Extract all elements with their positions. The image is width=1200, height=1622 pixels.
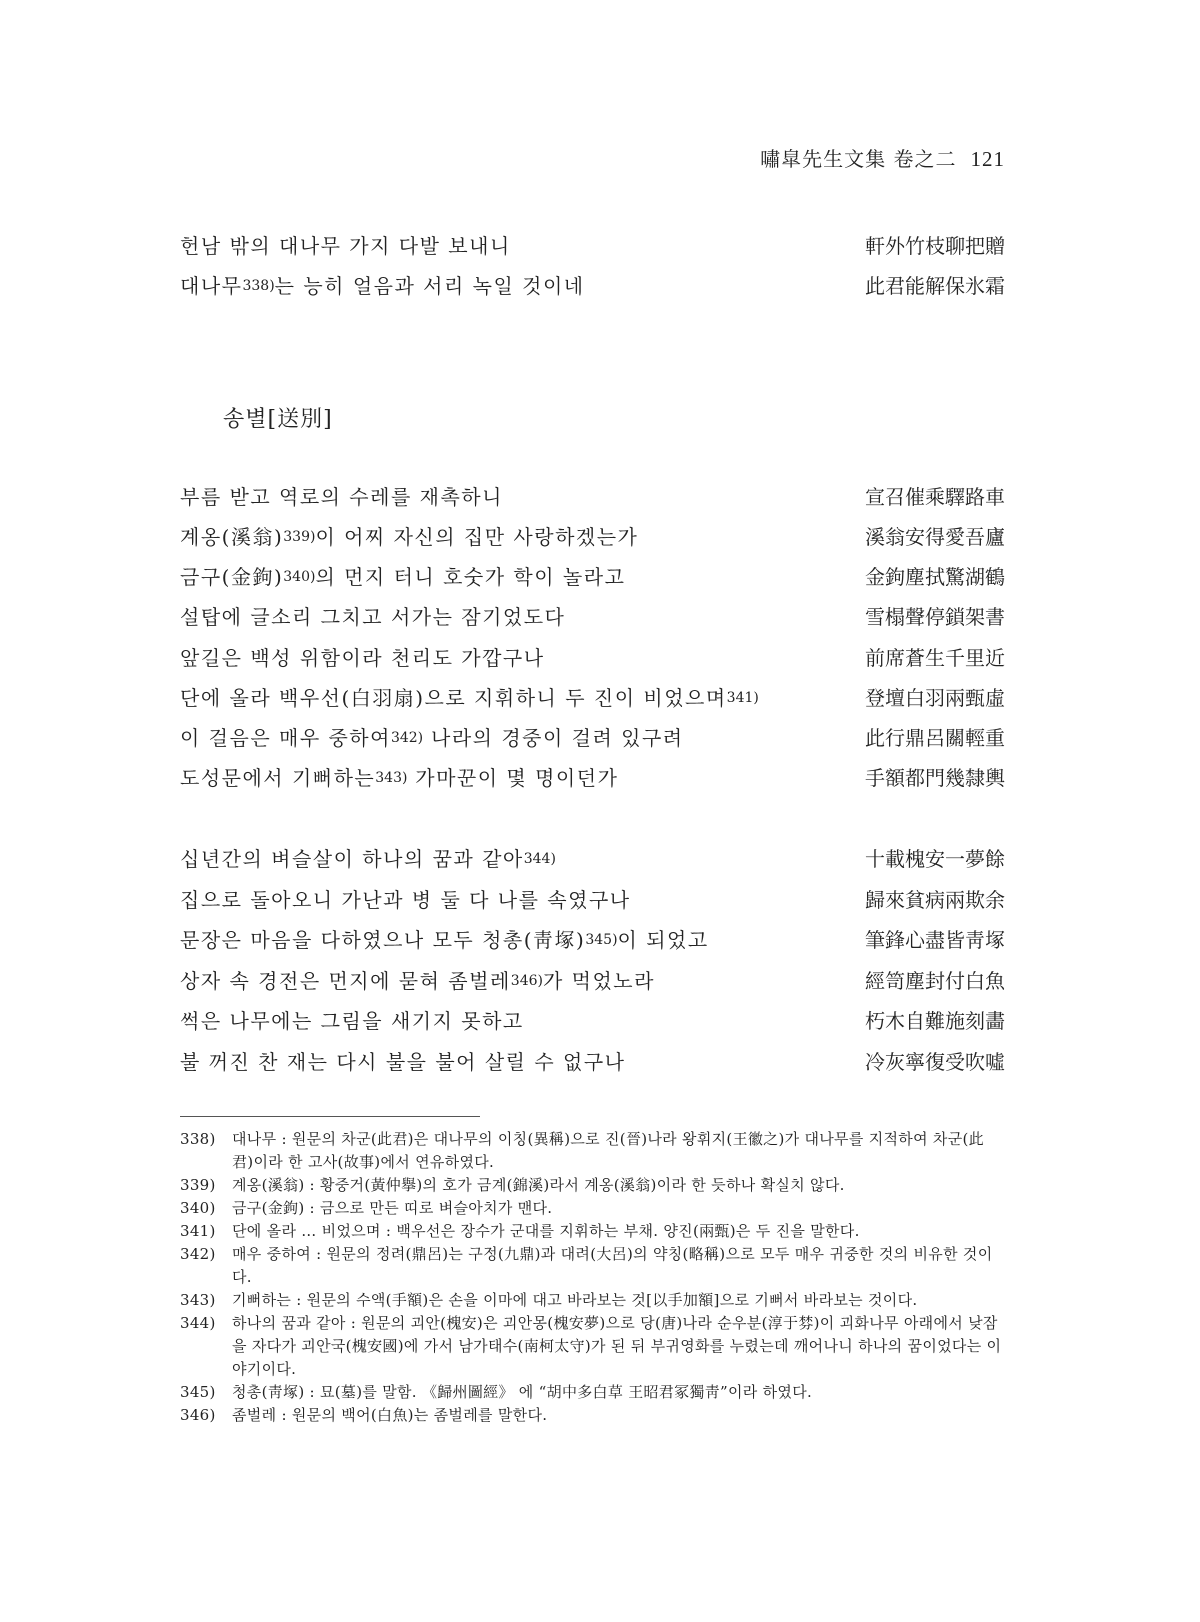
footnote-number: 345) xyxy=(180,1383,216,1401)
verse-line xyxy=(180,762,1005,792)
verse-korean: 썩은 나무에는 그림을 새기지 못하고 xyxy=(180,1009,524,1033)
verse-korean: 집으로 돌아오니 가난과 병 둘 다 나를 속였구나 xyxy=(180,888,631,912)
footnote-ref[interactable]: 339) xyxy=(283,529,316,545)
footnote xyxy=(180,1174,1005,1197)
verse-chinese: 冷灰寧復受吹噓 xyxy=(865,1050,1005,1074)
footnote-number: 341) xyxy=(180,1222,216,1240)
footnote xyxy=(180,1381,1005,1404)
verse-korean: 십년간의 벼슬살이 하나의 꿈과 같아$^{344)}$ xyxy=(180,847,556,871)
footnote xyxy=(180,1312,1005,1381)
verse-chinese: 筆鋒心盡皆靑塚 xyxy=(865,928,1005,952)
verse-line xyxy=(180,965,1005,995)
footnote-ref[interactable]: 338) xyxy=(242,278,275,294)
verse-korean: 금구(金鉤)$^{340)}$의 먼지 터니 호숫가 학이 놀라고 xyxy=(180,565,626,589)
verse-line xyxy=(180,601,1005,631)
verse-line xyxy=(180,722,1005,752)
footnote xyxy=(180,1128,1005,1174)
verse-korean: 단에 올라 백우선(白羽扇)으로 지휘하니 두 진이 비었으며$^{341)}$ xyxy=(180,686,759,710)
verse-line xyxy=(180,843,1005,873)
verse-line xyxy=(180,642,1005,672)
footnote-divider xyxy=(180,1116,480,1117)
page-number: 121 xyxy=(970,147,1005,171)
verse-line xyxy=(180,924,1005,954)
footnote-text: 계옹(溪翁) : 황중거(黃仲擧)의 호가 금계(錦溪)라서 계옹(溪翁)이라 한 듯하나 확실치 않다. xyxy=(232,1176,845,1194)
footnotes xyxy=(180,1128,1005,1427)
running-header xyxy=(760,143,1005,172)
footnote-number: 339) xyxy=(180,1176,216,1194)
verse-korean: 설탑에 글소리 그치고 서가는 잠기었도다 xyxy=(180,605,566,629)
verse-chinese: 軒外竹枝聊把贈 xyxy=(865,234,1005,258)
verse-line xyxy=(180,1046,1005,1076)
verse-korean: 이 걸음은 매우 중하여$^{342)}$ 나라의 경중이 걸려 있구려 xyxy=(180,726,684,750)
verse-chinese: 溪翁安得愛吾廬 xyxy=(865,525,1005,549)
verse-chinese: 十載槐安一夢餘 xyxy=(865,847,1005,871)
footnote-ref[interactable]: 341) xyxy=(726,690,759,706)
verse-chinese: 此行鼎呂關輕重 xyxy=(865,726,1005,750)
footnote xyxy=(180,1220,1005,1243)
verse-korean: 문장은 마음을 다하였으나 모두 청총(靑塚)$^{345)}$이 되었고 xyxy=(180,928,709,952)
footnote-text: 매우 중하여 : 원문의 정려(鼎呂)는 구정(九鼎)과 대려(大呂)의 약칭(略稱)으로 모두 매우 귀중한 것의 비유한 것이다. xyxy=(232,1245,993,1286)
verse-korean: 상자 속 경전은 먼지에 묻혀 좀벌레$^{346)}$가 먹었노라 xyxy=(180,969,655,993)
footnote xyxy=(180,1404,1005,1427)
verse-line xyxy=(180,561,1005,591)
verse-korean: 대나무$^{338)}$는 능히 얼음과 서리 녹일 것이네 xyxy=(180,274,585,298)
verse-chinese: 手額都門幾隸輿 xyxy=(865,766,1005,790)
verse-line xyxy=(180,682,1005,712)
footnote xyxy=(180,1289,1005,1312)
verse-chinese: 朽木自難施刻畵 xyxy=(865,1009,1005,1033)
footnote-text: 단에 올라 … 비었으며 : 백우선은 장수가 군대를 지휘하는 부채. 양진(兩甄)은 두 진을 말한다. xyxy=(232,1222,860,1240)
verse-line xyxy=(180,230,1005,260)
footnote-number: 343) xyxy=(180,1291,216,1309)
verse-korean: 헌남 밖의 대나무 가지 다발 보내니 xyxy=(180,234,511,258)
footnote-number: 338) xyxy=(180,1130,216,1148)
verse-korean: 부름 받고 역로의 수레를 재촉하니 xyxy=(180,485,503,509)
footnote-text: 좀벌레 : 원문의 백어(白魚)는 좀벌레를 말한다. xyxy=(232,1406,548,1424)
footnote-number: 344) xyxy=(180,1314,216,1332)
verse-korean: 계옹(溪翁)$^{339)}$이 어찌 자신의 집만 사랑하겠는가 xyxy=(180,525,639,549)
footnote-text: 대나무 : 원문의 차군(此君)은 대나무의 이칭(異稱)으로 진(晉)나라 왕휘지(王徽之)가 대나무를 지적하여 차군(此君)이라 한 고사(故事)에서 연유하였다. xyxy=(232,1130,984,1171)
footnote xyxy=(180,1243,1005,1289)
footnote-ref[interactable]: 344) xyxy=(523,851,556,867)
footnote-number: 346) xyxy=(180,1406,216,1424)
footnote-number: 342) xyxy=(180,1245,216,1263)
footnote-ref[interactable]: 346) xyxy=(510,973,543,989)
footnote xyxy=(180,1197,1005,1220)
footnote-text: 기뻐하는 : 원문의 수액(手額)은 손을 이마에 대고 바라보는 것[以手加額]으로 기뻐서 바라보는 것이다. xyxy=(232,1291,918,1309)
footnote-text: 금구(金鉤) : 금으로 만든 띠로 벼슬아치가 맨다. xyxy=(232,1199,553,1217)
footnote-ref[interactable]: 343) xyxy=(375,770,408,786)
section-title: 송별[送別] xyxy=(223,407,333,432)
header-title: 嘯皐先生文集 卷之二 xyxy=(760,147,957,171)
verse-chinese: 宣召催乘驛路車 xyxy=(865,485,1005,509)
verse-chinese: 雪榻聲停鎖架書 xyxy=(865,605,1005,629)
verse-line xyxy=(180,521,1005,551)
verse-korean: 앞길은 백성 위함이라 천리도 가깝구나 xyxy=(180,646,545,670)
verse-line xyxy=(180,884,1005,914)
verse-chinese: 經笥塵封付白魚 xyxy=(865,969,1005,993)
verse-korean: 불 꺼진 찬 재는 다시 불을 불어 살릴 수 없구나 xyxy=(180,1050,626,1074)
verse-chinese: 歸來貧病兩欺余 xyxy=(865,888,1005,912)
footnote-text: 청총(靑塚) : 묘(墓)를 말함. 《歸州圖經》 에 “胡中多白草 王昭君冢獨靑”이라 하였다. xyxy=(232,1383,813,1401)
verse-chinese: 金鉤塵拭驚湖鶴 xyxy=(865,565,1005,589)
verse-line xyxy=(180,481,1005,511)
verse-line xyxy=(180,1005,1005,1035)
footnote-number: 340) xyxy=(180,1199,216,1217)
verse-chinese: 此君能解保氷霜 xyxy=(865,274,1005,298)
verse-line xyxy=(180,270,1005,300)
footnote-text: 하나의 꿈과 같아 : 원문의 괴안(槐安)은 괴안몽(槐安夢)으로 당(唐)나라 순우분(淳于棼)이 괴화나무 아래에서 낮잠을 자다가 괴안국(槐安國)에 가서 남가태수(南柯太守)가 된 뒤 부귀영화를 누렸는데 깨어나니 하나의 꿈이었다는 이야기이다. xyxy=(232,1314,1002,1378)
verse-korean: 도성문에서 기뻐하는$^{343)}$ 가마꾼이 몇 명이던가 xyxy=(180,766,619,790)
footnote-ref[interactable]: 340) xyxy=(283,569,316,585)
verse-chinese: 登壇白羽兩甄虛 xyxy=(865,686,1005,710)
footnote-ref[interactable]: 342) xyxy=(390,730,424,746)
verse-chinese: 前席蒼生千里近 xyxy=(865,646,1005,670)
footnote-ref[interactable]: 345) xyxy=(585,932,618,948)
